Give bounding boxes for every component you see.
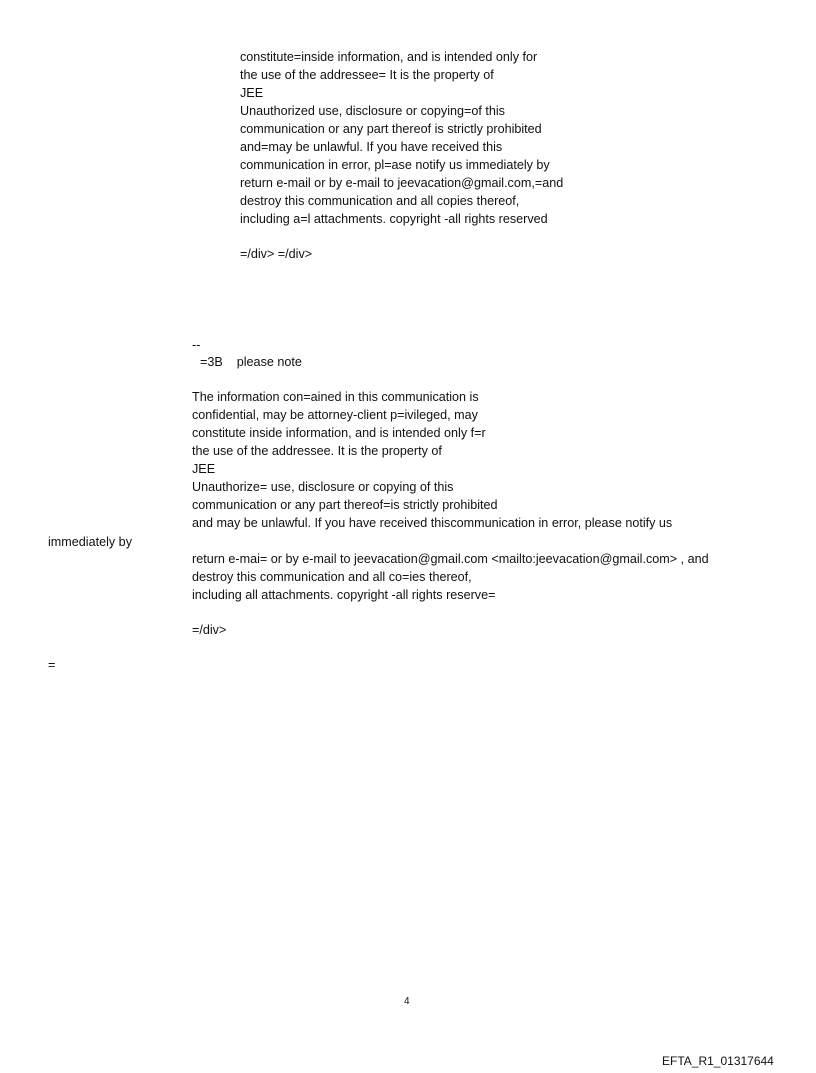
text-line: communication or any part thereof=is strictly prohibited: [192, 498, 498, 512]
text-line: confidential, may be attorney-client p=ivileged, may: [192, 408, 478, 422]
closing-div-tags: =/div> =/div>: [240, 247, 313, 261]
wrapped-text-line: immediately by: [48, 535, 132, 549]
text-line: including all attachments. copyright -all rights reserve=: [192, 588, 496, 602]
text-line: destroy this communication and all copies thereof,: [240, 194, 520, 208]
closing-div-tag: =/div>: [192, 623, 227, 637]
text-line: return e-mail or by e-mail to jeevacation@gmail.com,=and: [240, 176, 564, 190]
text-line: the use of the addressee= It is the property of: [240, 68, 494, 82]
text-line: return e-mai= or by e-mail to jeevacation@gmail.com <mailto:jeevacation@gmail.com> , and: [192, 552, 709, 566]
text-line: and=may be unlawful. If you have received this: [240, 140, 503, 154]
text-line: including a=l attachments. copyright -all rights reserved: [240, 212, 548, 226]
trailing-equals: =: [48, 658, 56, 672]
text-line: and may be unlawful. If you have received thiscommunication in error, please notify us: [192, 516, 673, 530]
text-line: destroy this communication and all co=ies thereof,: [192, 570, 472, 584]
text-line: constitute inside information, and is intended only f=r: [192, 426, 486, 440]
text-line: JEE: [240, 86, 264, 100]
text-line: constitute=inside information, and is intended only for: [240, 50, 538, 64]
text-line: the use of the addressee. It is the property of: [192, 444, 442, 458]
text-line: Unauthorize= use, disclosure or copying of this: [192, 480, 454, 494]
text-line: communication or any part thereof is strictly prohibited: [240, 122, 542, 136]
text-line: The information con=ained in this communication is: [192, 390, 479, 404]
text-line: JEE: [192, 462, 216, 476]
text-line: Unauthorized use, disclosure or copying=of this: [240, 104, 505, 118]
page-number: 4: [404, 996, 410, 1007]
signature-note: =3B please note: [200, 355, 302, 369]
text-line: communication in error, pl=ase notify us immediately by: [240, 158, 550, 172]
document-id: EFTA_R1_01317644: [662, 1054, 774, 1068]
signature-dash: --: [192, 338, 201, 352]
